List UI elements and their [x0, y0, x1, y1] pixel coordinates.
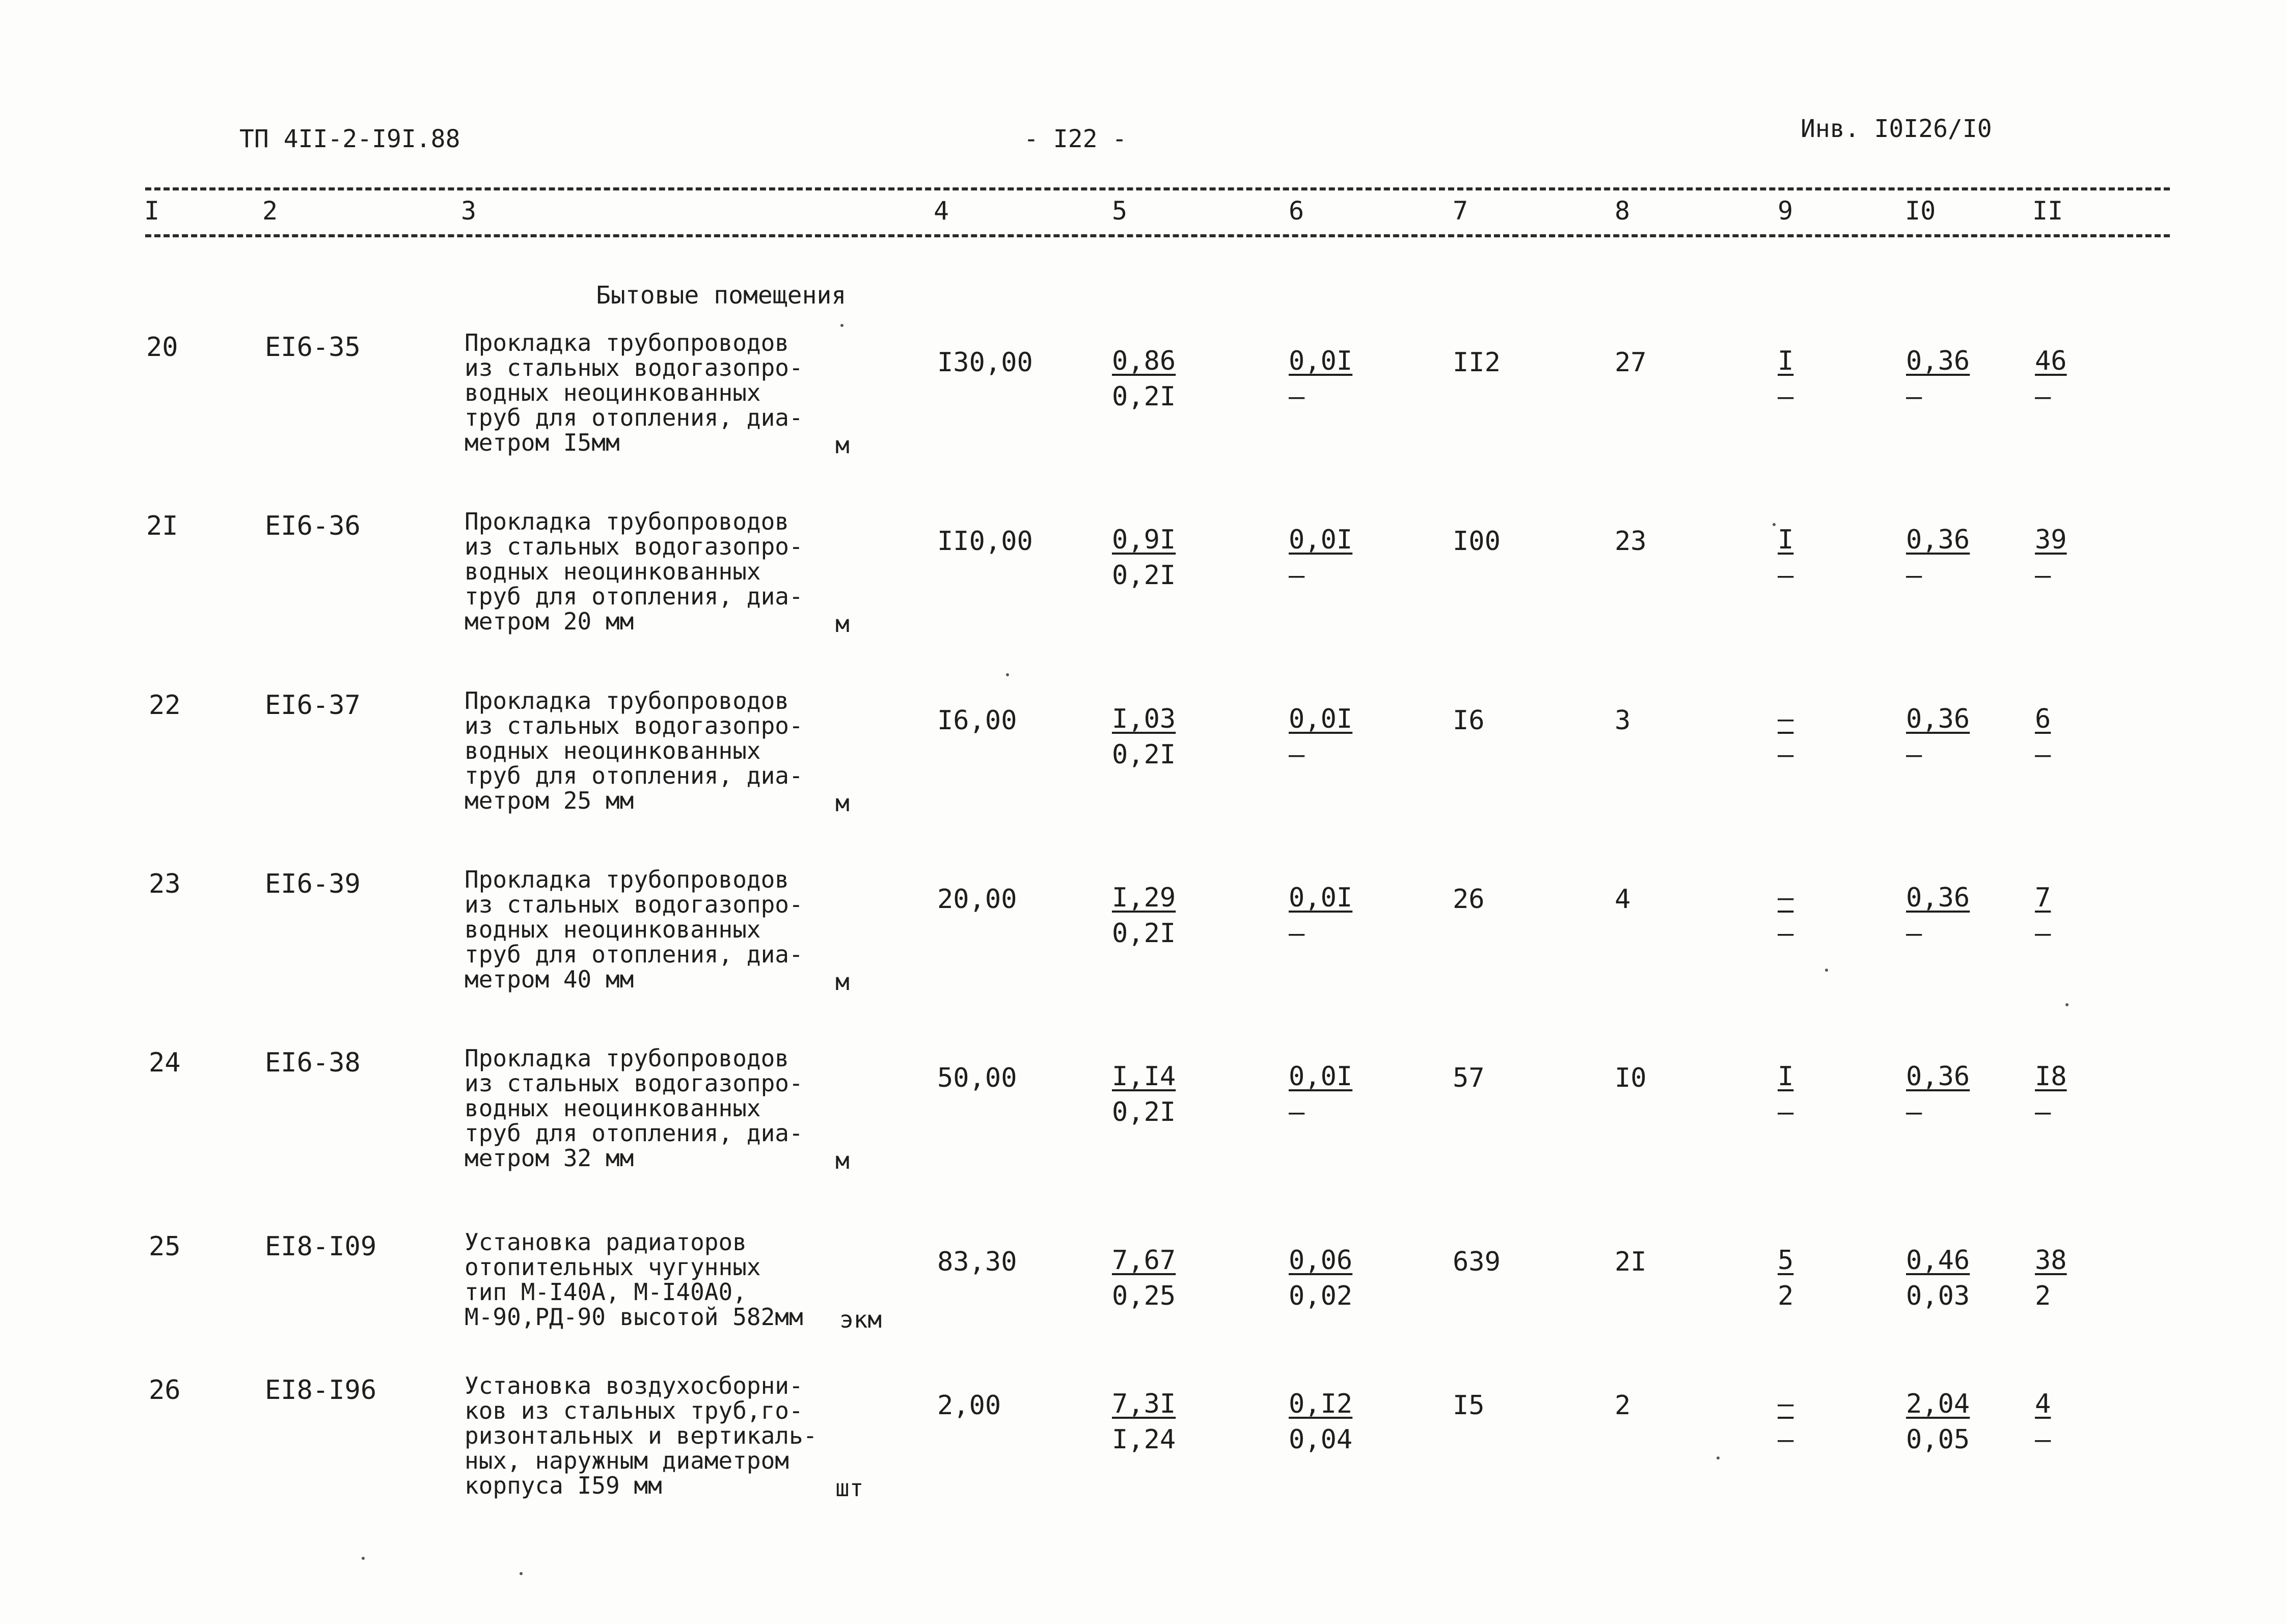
machine-cost-numerator: – — [1778, 1389, 1794, 1419]
machine-cost — [1778, 343, 1793, 415]
rate-code: EI6-38 — [265, 1048, 361, 1078]
description-line: труб для отопления, диа- — [465, 404, 803, 431]
work-description — [465, 331, 803, 455]
total-cost: 26 — [1453, 884, 1485, 915]
description-line: Прокладка трубопроводов — [465, 1044, 789, 1072]
description-line: тип М-I40А, М-I40А0, — [465, 1278, 747, 1306]
machine-cost — [1778, 1243, 1793, 1314]
wage-cost-denominator: – — [1289, 739, 1305, 770]
labor-rate-denominator: – — [1906, 1097, 1922, 1127]
labor-rate-numerator: 0,36 — [1906, 525, 1970, 555]
quantity: II0,00 — [937, 526, 1033, 557]
unit-cost — [1112, 1386, 1176, 1457]
wage-cost-numerator: 0,I2 — [1289, 1389, 1353, 1419]
column-number: II — [2032, 196, 2063, 226]
work-description — [465, 689, 803, 813]
labor-rate-numerator: 0,36 — [1906, 1061, 1970, 1092]
labor-rate-numerator: 0,36 — [1906, 883, 1970, 913]
description-line: ризонтальных и вертикаль- — [465, 1422, 818, 1449]
machine-cost-numerator: – — [1778, 883, 1794, 913]
description-line: Установка воздухосборни- — [465, 1372, 803, 1399]
labor-total-denominator: – — [2035, 918, 2051, 949]
scan-speck — [362, 1557, 365, 1560]
unit-of-measure: м — [835, 610, 850, 638]
unit-cost — [1112, 522, 1176, 593]
total-cost: I00 — [1453, 526, 1501, 557]
machine-cost — [1778, 522, 1793, 593]
description-line: метром I5мм — [465, 429, 620, 456]
scan-speck — [840, 324, 843, 327]
machine-cost — [1778, 701, 1793, 773]
work-description — [465, 1373, 817, 1498]
total-cost: 639 — [1453, 1247, 1501, 1277]
column-number: 2 — [262, 196, 278, 226]
labor-total — [2035, 1243, 2067, 1314]
unit-cost-numerator: I,29 — [1112, 883, 1176, 913]
wage-total: 3 — [1615, 705, 1631, 736]
description-line: труб для отопления, диа- — [465, 941, 803, 968]
quantity: 20,00 — [937, 884, 1017, 915]
wage-cost — [1289, 1243, 1352, 1314]
column-number: 3 — [461, 196, 477, 226]
description-line: отопительных чугунных — [465, 1253, 761, 1281]
unit-cost — [1112, 701, 1176, 773]
labor-rate-denominator: – — [1906, 381, 1922, 412]
labor-rate-numerator: 0,46 — [1906, 1245, 1970, 1276]
labor-rate-denominator: – — [1906, 560, 1922, 591]
machine-cost-denominator: – — [1778, 918, 1794, 949]
wage-cost — [1289, 701, 1352, 773]
unit-of-measure: м — [835, 789, 850, 817]
unit-cost-numerator: 0,86 — [1112, 346, 1176, 376]
wage-total: 4 — [1615, 884, 1631, 915]
labor-rate-numerator: 0,36 — [1906, 346, 1970, 376]
quantity: I6,00 — [937, 705, 1017, 736]
description-line: Прокладка трубопроводов — [465, 687, 789, 714]
description-line: метром 40 мм — [465, 966, 634, 993]
labor-rate-denominator: – — [1906, 739, 1922, 770]
wage-cost-numerator: 0,06 — [1289, 1245, 1353, 1276]
unit-of-measure: шт — [835, 1474, 864, 1502]
description-line: водных неоцинкованных — [465, 1094, 761, 1122]
column-number: I0 — [1905, 196, 1936, 226]
machine-cost-denominator: – — [1778, 739, 1794, 770]
description-line: метром 25 мм — [465, 787, 634, 814]
quantity: I30,00 — [937, 347, 1033, 378]
quantity: 83,30 — [937, 1247, 1017, 1277]
unit-cost — [1112, 880, 1176, 951]
labor-rate-numerator: 2,04 — [1906, 1389, 1970, 1419]
labor-total-denominator: – — [2035, 381, 2051, 412]
labor-total-denominator: – — [2035, 1424, 2051, 1455]
total-cost: 57 — [1453, 1063, 1485, 1093]
wage-total: I0 — [1615, 1063, 1647, 1093]
unit-cost — [1112, 343, 1176, 415]
description-line: водных неоцинкованных — [465, 558, 761, 585]
scan-speck — [1717, 1456, 1720, 1460]
labor-total-numerator: 38 — [2035, 1245, 2067, 1276]
description-line: ков из стальных труб,го- — [465, 1397, 803, 1424]
machine-cost-numerator: – — [1778, 704, 1794, 734]
header-bottom-rule — [145, 234, 2170, 237]
unit-cost-numerator: I,03 — [1112, 704, 1176, 734]
labor-total — [2035, 522, 2067, 593]
labor-rate-denominator: 0,03 — [1906, 1281, 1970, 1311]
wage-cost — [1289, 522, 1352, 593]
description-line: водных неоцинкованных — [465, 379, 761, 406]
inventory-number: Инв. I0I26/I0 — [1801, 115, 1992, 143]
rate-code: EI6-39 — [265, 869, 361, 899]
wage-cost-denominator: – — [1289, 560, 1305, 591]
labor-total-numerator: I8 — [2035, 1061, 2067, 1092]
labor-total-denominator: 2 — [2035, 1281, 2051, 1311]
wage-cost — [1289, 880, 1352, 951]
description-line: из стальных водогазопро- — [465, 891, 803, 918]
column-number: 9 — [1778, 196, 1793, 226]
labor-total-numerator: 4 — [2035, 1389, 2051, 1419]
unit-cost-denominator: I,24 — [1112, 1424, 1176, 1455]
row-number: 2I — [146, 511, 178, 541]
description-line: водных неоцинкованных — [465, 737, 761, 764]
labor-rate — [1906, 1059, 1970, 1130]
labor-total — [2035, 343, 2067, 415]
labor-total-numerator: 6 — [2035, 704, 2051, 734]
rate-code: EI6-37 — [265, 690, 361, 721]
labor-rate — [1906, 522, 1970, 593]
description-line: из стальных водогазопро- — [465, 533, 803, 560]
wage-cost-denominator: 0,02 — [1289, 1281, 1353, 1311]
wage-cost-numerator: 0,0I — [1289, 883, 1353, 913]
labor-rate — [1906, 880, 1970, 951]
machine-cost — [1778, 1386, 1793, 1457]
work-description — [465, 509, 803, 634]
wage-cost-numerator: 0,0I — [1289, 346, 1353, 376]
description-line: ных, наружным диаметром — [465, 1447, 789, 1474]
total-cost: II2 — [1453, 347, 1501, 378]
wage-cost-denominator: – — [1289, 381, 1305, 412]
unit-cost-denominator: 0,25 — [1112, 1281, 1176, 1311]
unit-cost-denominator: 0,2I — [1112, 381, 1176, 412]
description-line: Прокладка трубопроводов — [465, 329, 789, 356]
rate-code: EI6-36 — [265, 511, 361, 541]
unit-cost-numerator: 0,9I — [1112, 525, 1176, 555]
wage-cost — [1289, 1059, 1352, 1130]
wage-total: 27 — [1615, 347, 1647, 378]
row-number: 24 — [149, 1048, 181, 1078]
labor-total-denominator: – — [2035, 739, 2051, 770]
column-number: 8 — [1615, 196, 1630, 226]
wage-cost-numerator: 0,0I — [1289, 704, 1353, 734]
wage-cost-numerator: 0,0I — [1289, 525, 1353, 555]
description-line: из стальных водогазопро- — [465, 1069, 803, 1097]
wage-total: 2 — [1615, 1390, 1631, 1421]
machine-cost-denominator: – — [1778, 1097, 1794, 1127]
work-description — [465, 867, 803, 992]
unit-cost-numerator: 7,67 — [1112, 1245, 1176, 1276]
unit-of-measure: м — [835, 968, 850, 996]
unit-cost — [1112, 1243, 1176, 1314]
wage-cost-denominator: – — [1289, 1097, 1305, 1127]
labor-rate-denominator: 0,05 — [1906, 1424, 1970, 1455]
labor-total-denominator: – — [2035, 560, 2051, 591]
description-line: метром 32 мм — [465, 1144, 634, 1172]
column-number: 7 — [1453, 196, 1468, 226]
unit-of-measure: м — [835, 1147, 850, 1174]
labor-rate-denominator: – — [1906, 918, 1922, 949]
labor-total — [2035, 1059, 2067, 1130]
column-number: 4 — [934, 196, 949, 226]
column-number: I — [144, 196, 160, 226]
machine-cost-numerator: I — [1778, 1061, 1794, 1092]
unit-cost-denominator: 0,2I — [1112, 560, 1176, 591]
work-description — [465, 1046, 803, 1171]
description-line: труб для отопления, диа- — [465, 762, 803, 789]
page-number: - I22 - — [1024, 125, 1127, 153]
header-top-rule — [145, 187, 2170, 190]
row-number: 26 — [149, 1375, 181, 1406]
description-line: Прокладка трубопроводов — [465, 866, 789, 893]
scan-speck — [520, 1572, 523, 1575]
description-line: Установка радиаторов — [465, 1228, 747, 1256]
wage-total: 23 — [1615, 526, 1647, 557]
rate-code: EI8-I09 — [265, 1231, 377, 1262]
column-number: 6 — [1289, 196, 1304, 226]
machine-cost-denominator: – — [1778, 1424, 1794, 1455]
wage-cost-denominator: 0,04 — [1289, 1424, 1353, 1455]
machine-cost-numerator: 5 — [1778, 1245, 1794, 1276]
labor-total — [2035, 701, 2051, 773]
description-line: труб для отопления, диа- — [465, 1119, 803, 1147]
machine-cost-denominator: – — [1778, 381, 1794, 412]
unit-cost-denominator: 0,2I — [1112, 918, 1176, 949]
labor-total-numerator: 39 — [2035, 525, 2067, 555]
description-line: труб для отопления, диа- — [465, 583, 803, 610]
scan-speck — [1825, 969, 1828, 972]
work-description — [465, 1230, 803, 1330]
quantity: 50,00 — [937, 1063, 1017, 1093]
unit-of-measure: экм — [839, 1306, 882, 1333]
machine-cost — [1778, 880, 1793, 951]
description-line: водных неоцинкованных — [465, 916, 761, 943]
description-line: Прокладка трубопроводов — [465, 508, 789, 535]
rate-code: EI8-I96 — [265, 1375, 377, 1406]
unit-cost-denominator: 0,2I — [1112, 739, 1176, 770]
scan-speck — [1773, 523, 1776, 526]
labor-rate — [1906, 1243, 1970, 1314]
unit-cost-denominator: 0,2I — [1112, 1097, 1176, 1127]
wage-cost-numerator: 0,0I — [1289, 1061, 1353, 1092]
unit-cost — [1112, 1059, 1176, 1130]
unit-cost-numerator: I,I4 — [1112, 1061, 1176, 1092]
machine-cost — [1778, 1059, 1793, 1130]
description-line: из стальных водогазопро- — [465, 712, 803, 739]
labor-rate-numerator: 0,36 — [1906, 704, 1970, 734]
description-line: метром 20 мм — [465, 608, 634, 635]
row-number: 25 — [149, 1231, 181, 1262]
labor-total — [2035, 880, 2051, 951]
labor-total-numerator: 46 — [2035, 346, 2067, 376]
machine-cost-numerator: I — [1778, 525, 1794, 555]
labor-rate — [1906, 1386, 1970, 1457]
scan-speck — [1006, 673, 1009, 676]
wage-total: 2I — [1615, 1247, 1647, 1277]
row-number: 23 — [149, 869, 181, 899]
labor-rate — [1906, 343, 1970, 415]
machine-cost-numerator: I — [1778, 346, 1794, 376]
row-number: 22 — [149, 690, 181, 721]
scan-speck — [2065, 1003, 2069, 1006]
labor-total-numerator: 7 — [2035, 883, 2051, 913]
unit-of-measure: м — [835, 431, 850, 459]
row-number: 20 — [146, 332, 178, 363]
machine-cost-denominator: – — [1778, 560, 1794, 591]
wage-cost — [1289, 1386, 1352, 1457]
rate-code: EI6-35 — [265, 332, 361, 363]
section-title: Бытовые помещения — [596, 281, 847, 310]
wage-cost-denominator: – — [1289, 918, 1305, 949]
labor-total — [2035, 1386, 2051, 1457]
description-line: М-90,РД-90 высотой 582мм — [465, 1303, 803, 1331]
column-number: 5 — [1112, 196, 1128, 226]
unit-cost-numerator: 7,3I — [1112, 1389, 1176, 1419]
total-cost: I6 — [1453, 705, 1485, 736]
wage-cost — [1289, 343, 1352, 415]
total-cost: I5 — [1453, 1390, 1485, 1421]
machine-cost-denominator: 2 — [1778, 1281, 1794, 1311]
description-line: корпуса I59 мм — [465, 1472, 662, 1499]
doc-code: ТП 4II-2-I9I.88 — [239, 125, 460, 153]
labor-rate — [1906, 701, 1970, 773]
labor-total-denominator: – — [2035, 1097, 2051, 1127]
description-line: из стальных водогазопро- — [465, 354, 803, 381]
quantity: 2,00 — [937, 1390, 1001, 1421]
